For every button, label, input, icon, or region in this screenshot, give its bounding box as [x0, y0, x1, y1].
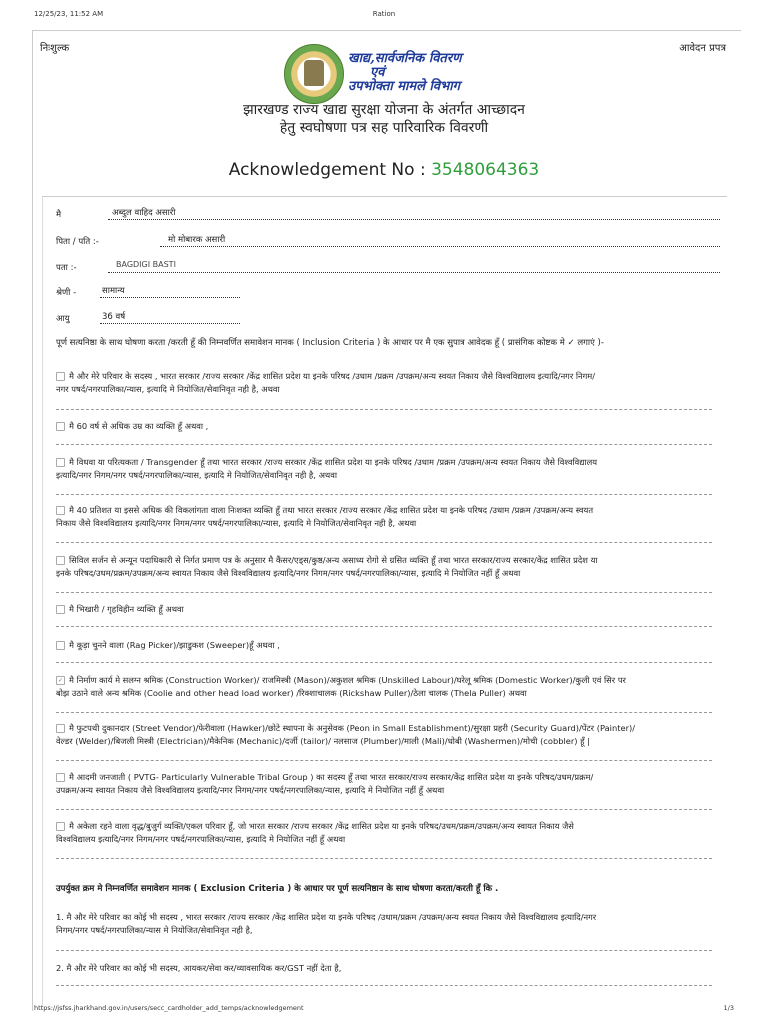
divider	[56, 809, 712, 810]
address-value: BAGDIGI BASTI	[116, 260, 176, 269]
inclusion-item-4[interactable]: मै 40 प्रतिशत या इससे अधिक की विकलांगता वाला निःशक्त व्यक्ति हूँ तथा भारत सरकार /राज्य सरकार /केंद्र शासित प्रदेश या इनके परिषद /उधाम /प्रक्रम /उपक्रम/अन्य स्वयत निकाय जैसे विश्वविद्यालय इत्यादि/नगर निगम/नगर पषर्द/नगरपालिका/न्यास, इत्यादि मे नियोजित/सेवानिवृत नही है, अथवा	[56, 505, 594, 528]
form-title-line-2: हेतु स्वघोषणा पत्र सह पारिवारिक विवरणी	[279, 120, 489, 136]
age-underline	[100, 323, 240, 324]
father-value: मो मोबारक असारी	[168, 235, 226, 245]
exclusion-item-1: 1. मै और मेरे परिवार का कोई भी सदस्य , भारत सरकार /राज्य सरकार /केंद्र शासित प्रदेश या इनके परिषद /उधाम/प्रक्रम /उपक्रम/अन्य स्वयत निकाय जैसे विश्वविद्यालय इत्यादि/नगर निगम/नगर पषर्द/नगरपालिका/न्यास मे नियोजित/सेवानिवृत नही है,	[56, 912, 597, 935]
age-label: आयु	[56, 314, 70, 324]
checkbox[interactable]	[56, 422, 65, 431]
category-label: श्रेणी -	[56, 288, 77, 298]
inclusion-item-7[interactable]: मै कूड़ा चुनने वाला (Rag Picker)/झाडुकश (Sweeper)हूँ अथवा ,	[56, 639, 716, 652]
exclusion-item-2: 2. मै और मेरे परिवार का कोई भी सदस्य, आयकर/सेवा कर/व्यावसायिक कर/GST नहीं देता है,	[56, 963, 342, 973]
father-underline	[160, 246, 720, 247]
department-name	[348, 52, 462, 94]
print-page-title: Ration	[372, 10, 396, 18]
divider	[56, 985, 712, 986]
address-label: पता :-	[56, 263, 77, 273]
page-number: 1/3	[723, 1004, 734, 1012]
inclusion-item-11[interactable]: मै अकेला रहने वाला वृद्ध/बुजुर्ग व्यक्ति/एकल परिवार हूँ, जो भारत सरकार /राज्य सरकार /केंद्र शासित प्रदेश या इनके परिषद/उधम/प्रक्रम/उपक्रम/अन्य स्वायत निकाय जैसे विश्वविद्यालय इत्यादि/नगर निगम/नगर पषर्द/नगरपालिका/न्यास, इत्यादि मे नियोजित नहीं हूँ अथवा	[56, 821, 574, 844]
category-underline	[100, 297, 240, 298]
inclusion-item-5[interactable]: सिविल सर्जन से अन्यून पदाधिकारी से निर्गत प्रमाण पत्र के अनुसार मै कैंसर/एड्स/कुष्ठ/अन्य असाध्य रोगो से ग्रसित व्यक्ति हूँ तथा भारत सरकार/राज्य सरकार/केंद्र शासित प्रदेश या इनके परिषद/उधम/प्रक्रम/उपक्रम/अन्य स्वायत निकाय जैसे विश्वविद्यालय इत्यादि/नगर निगम/नगर पषर्द/नगरपालिका/न्यास, इत्यादि मे नियोजित नहीं हूँ अथवा	[56, 555, 598, 578]
divider	[56, 409, 712, 410]
form-number-label: आवेदन प्रपत्र	[679, 43, 726, 54]
page-url: https://jsfss.jharkhand.gov.in/users/secc_cardholder_add_temps/acknowledgement	[34, 1004, 304, 1012]
divider	[56, 950, 712, 951]
divider	[56, 626, 712, 627]
checkbox[interactable]	[56, 724, 65, 733]
checkbox[interactable]	[56, 556, 65, 565]
inclusion-item-6[interactable]: मै भिखारी / गृहविहीन व्यक्ति हूँ अथवा	[56, 603, 716, 616]
dept-line-3: उपभोक्ता मामले विभाग	[348, 79, 460, 94]
checkbox[interactable]	[56, 773, 65, 782]
inclusion-item-10[interactable]: मै आदमी जनजाती ( PVTG- Particularly Vulnerable Tribal Group ) का सदस्य हूँ तथा भारत सरकार/राज्य सरकार/केंद्र शासित प्रदेश या इनके परिषद/उधम/प्रक्रम/ उपक्रम/अन्य स्वायत निकाय जैसे विश्वविद्यालय इत्यादि/नगर निगम/नगर पषर्द/नगरपालिका/न्यास, इत्यादि मे नियोजित नहीं हूँ अथवा	[56, 772, 594, 795]
checkbox[interactable]	[56, 372, 65, 381]
exclusion-intro: उपर्युक्त क्रम मे निम्नवर्णित समावेशन मानक ( Exclusion Criteria ) के आधार पर पूर्ण सत्यनिष्ठान के साथ घोषणा करता/करती हूँ कि .	[56, 884, 499, 894]
age-value: 36 वर्ष	[102, 312, 126, 322]
dept-line-1: खाद्य,सार्वजनिक वितरण	[348, 51, 462, 66]
ack-value: 3548064363	[431, 160, 540, 180]
divider	[56, 592, 712, 593]
name-underline	[108, 219, 720, 220]
inclusion-intro: पूर्ण सत्यनिष्ठा के साथ घोषणा करता /करती हूँ की निम्नवर्णित समावेशन मानक ( Inclusion Criteria ) के आधार पर मै एक सुपात्र आवेदक हूँ ( प्रासंगिक कोष्टक मे ✓ लगाएं )-	[56, 338, 604, 348]
father-label: पिता / पति :-	[56, 237, 99, 247]
form-title-line-1: झारखण्ड राज्य खाद्य सुरक्षा योजना के अंतर्गत आच्छादन	[243, 102, 525, 118]
checkbox-checked[interactable]: ✓	[57, 677, 64, 684]
category-value: सामान्य	[102, 286, 125, 296]
checkbox[interactable]	[56, 605, 65, 614]
name-label: मै	[56, 210, 62, 220]
dept-line-2: एवं	[370, 65, 385, 80]
inclusion-item-2[interactable]: मै 60 वर्ष से अधिक उम्र का व्यक्ति हूँ अथवा ,	[56, 420, 716, 433]
acknowledgement-number	[0, 160, 768, 180]
divider	[56, 712, 712, 713]
address-underline	[108, 272, 720, 273]
divider	[56, 542, 712, 543]
divider	[56, 444, 712, 445]
name-value: अब्दुल वाहिद असारी	[112, 208, 176, 218]
divider	[56, 760, 712, 761]
checkbox[interactable]	[56, 822, 65, 831]
divider	[56, 494, 712, 495]
checkbox[interactable]	[56, 458, 65, 467]
divider	[56, 858, 712, 859]
inclusion-item-3[interactable]: मै विधवा या परित्यकता / Transgender हूँ तथा भारत सरकार /राज्य सरकार /केंद्र शासित प्रदेश या इनके परिषद /उधाम /प्रक्रम /उपक्रम/अन्य स्वयत निकाय जैसे विश्वविद्यालय इत्यादि/नगर निगम/नगर पषर्द/नगरपालिका/न्यास, इत्यादि मे नियोजित/सेवानिवृत नही है, अथवा	[56, 457, 598, 480]
jharkhand-emblem-icon	[284, 44, 344, 104]
checkbox[interactable]	[56, 506, 65, 515]
inclusion-item-9[interactable]: मै फुटपथी दुकानदार (Street Vendor)/फेरीवाला (Hawker)/छोटे स्थापना के अनुसेवक (Peon in Small Establishment)/सुरक्षा प्रहरी (Security Guard)/पेंटर (Painter)/ वेल्डर (Welder)/बिजली मिस्त्री (Electrician)/मैकेनिक (Mechanic)/दर्जी (tailor)/ नलसाज (Plumber)/माली (Mali)/धोबी (Washermen)/मोची (cobbler) हूँ |	[56, 723, 636, 746]
checkbox[interactable]	[56, 641, 65, 650]
inclusion-item-1[interactable]: मै और मेरे परिवार के सदस्य , भारत सरकार /राज्य सरकार /केंद्र शासित प्रदेश या इनके परिषद /उधाम /प्रक्रम /उपक्रम/अन्य स्वयत निकाय जैसे विश्वविद्यालय इत्यादि/नगर निगम/ नगर पषर्द/नगरपालिका/न्यास, इत्यादि मे नियोजित/सेवानिवृत नही है, अथवा	[56, 371, 596, 394]
divider	[56, 662, 712, 663]
print-datetime: 12/25/23, 11:52 AM	[34, 10, 104, 18]
ack-label: Acknowledgement No :	[228, 160, 432, 180]
free-label: निःशुल्क	[40, 43, 70, 54]
inclusion-item-8[interactable]: ✓ मै निर्माण कार्य मे सलग्न श्रमिक (Construction Worker)/ राजमिस्त्री (Mason)/अकुशल श्रमिक (Unskilled Labour)/घरेलू श्रमिक (Domestic Worker)/कुली एवं सिर पर बोझ उठाने वाले अन्य श्रमिक (Coolie and other head load worker) /रिक्शाचालक (Rickshaw Puller)/ठेला चालक (Thela Puller) अथवा	[56, 675, 626, 698]
